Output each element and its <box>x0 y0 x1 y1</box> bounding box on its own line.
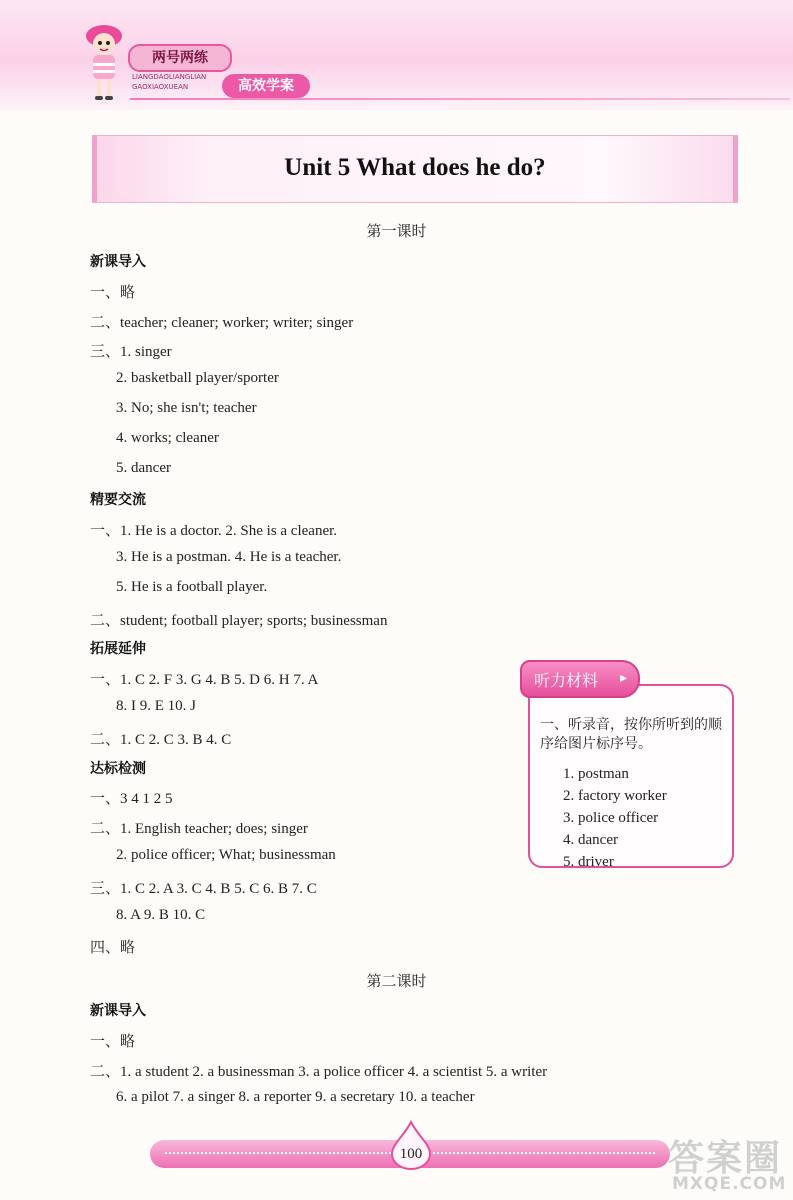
answer-line: 8. I 9. E 10. J <box>116 698 196 714</box>
listening-instruction: 一、听录音，按你所听到的顺序给图片标序号。 <box>540 717 722 752</box>
listening-material-panel <box>520 660 740 870</box>
answer-line: 一、3 4 1 2 5 <box>90 791 173 808</box>
answer-line: 三、1. singer <box>90 344 172 361</box>
brand-subtitle: 高效学案 <box>222 74 310 98</box>
answer-line: 2. basketball player/sporter <box>116 370 279 387</box>
answer-line: 二、1. C 2. C 3. B 4. C <box>90 731 232 748</box>
answer-line: 一、略 <box>90 1033 136 1050</box>
answer-line: 二、student; football player; sports; businessman <box>90 612 388 629</box>
section-heading: 精要交流 <box>90 492 146 509</box>
unit-title-box <box>92 135 738 203</box>
girl-mascot-icon <box>78 22 130 102</box>
listening-item: 5. driver <box>563 854 614 870</box>
section-heading: 拓展延伸 <box>90 641 146 658</box>
brand-pinyin-line-1: LIANGDAOLIANGLIAN <box>132 73 207 81</box>
brand-pinyin-line-2: GAOXIAOXUEAN <box>132 83 189 91</box>
lesson-1-title: 第一课时 <box>366 222 427 240</box>
answer-line: 2. police officer; What; businessman <box>116 847 336 863</box>
answer-line: 5. He is a football player. <box>116 578 268 595</box>
answer-line: 3. He is a postman. 4. He is a teacher. <box>116 549 342 565</box>
watermark <box>662 1130 792 1198</box>
chevron-right-icon: ▸ <box>620 670 628 686</box>
answer-line: 三、1. C 2. A 3. C 4. B 5. C 6. B 7. C <box>90 880 317 897</box>
answer-line: 5. dancer <box>116 459 171 476</box>
page-number: 100 <box>399 1146 423 1162</box>
watermark-text: 答案圈 <box>668 1138 783 1179</box>
listening-box-frame <box>528 684 734 868</box>
answer-line: 4. works; cleaner <box>116 429 219 446</box>
answer-line: 二、1. a student 2. a businessman 3. a police officer 4. a scientist 5. a writer <box>90 1063 548 1080</box>
answer-line: 一、1. C 2. F 3. G 4. B 5. D 6. H 7. A <box>90 672 319 689</box>
brand-pinyin <box>132 72 222 92</box>
listening-tab-label: 听力材料 <box>534 671 599 690</box>
section-heading: 达标检测 <box>90 760 146 777</box>
unit-title: Unit 5 What does he do? <box>284 154 546 181</box>
answer-line: 四、略 <box>90 940 136 957</box>
header-rule <box>130 98 790 100</box>
answer-line: 二、1. English teacher; does; singer <box>90 821 308 838</box>
brand-title: 两号两练 <box>128 44 232 72</box>
listening-tab <box>520 660 640 698</box>
answer-line: 6. a pilot 7. a singer 8. a reporter 9. a secretary 10. a teacher <box>116 1089 475 1106</box>
listening-item: 3. police officer <box>563 810 659 826</box>
section-heading: 新课导入 <box>90 1003 146 1019</box>
answer-line: 一、1. He is a doctor. 2. She is a cleaner. <box>90 523 338 540</box>
listening-item: 1. postman <box>563 766 629 782</box>
answer-line: 3. No; she isn't; teacher <box>116 400 257 416</box>
answer-line: 一、略 <box>90 284 136 301</box>
lesson-2-title: 第二课时 <box>366 972 427 990</box>
answer-line: 二、teacher; cleaner; worker; writer; singer <box>90 314 354 331</box>
section-heading: 新课导入 <box>90 254 146 270</box>
listening-item: 2. factory worker <box>563 788 667 804</box>
answer-line: 8. A 9. B 10. C <box>116 906 206 923</box>
watermark-url: MXQE.COM <box>672 1174 787 1194</box>
listening-item: 4. dancer <box>563 832 618 848</box>
